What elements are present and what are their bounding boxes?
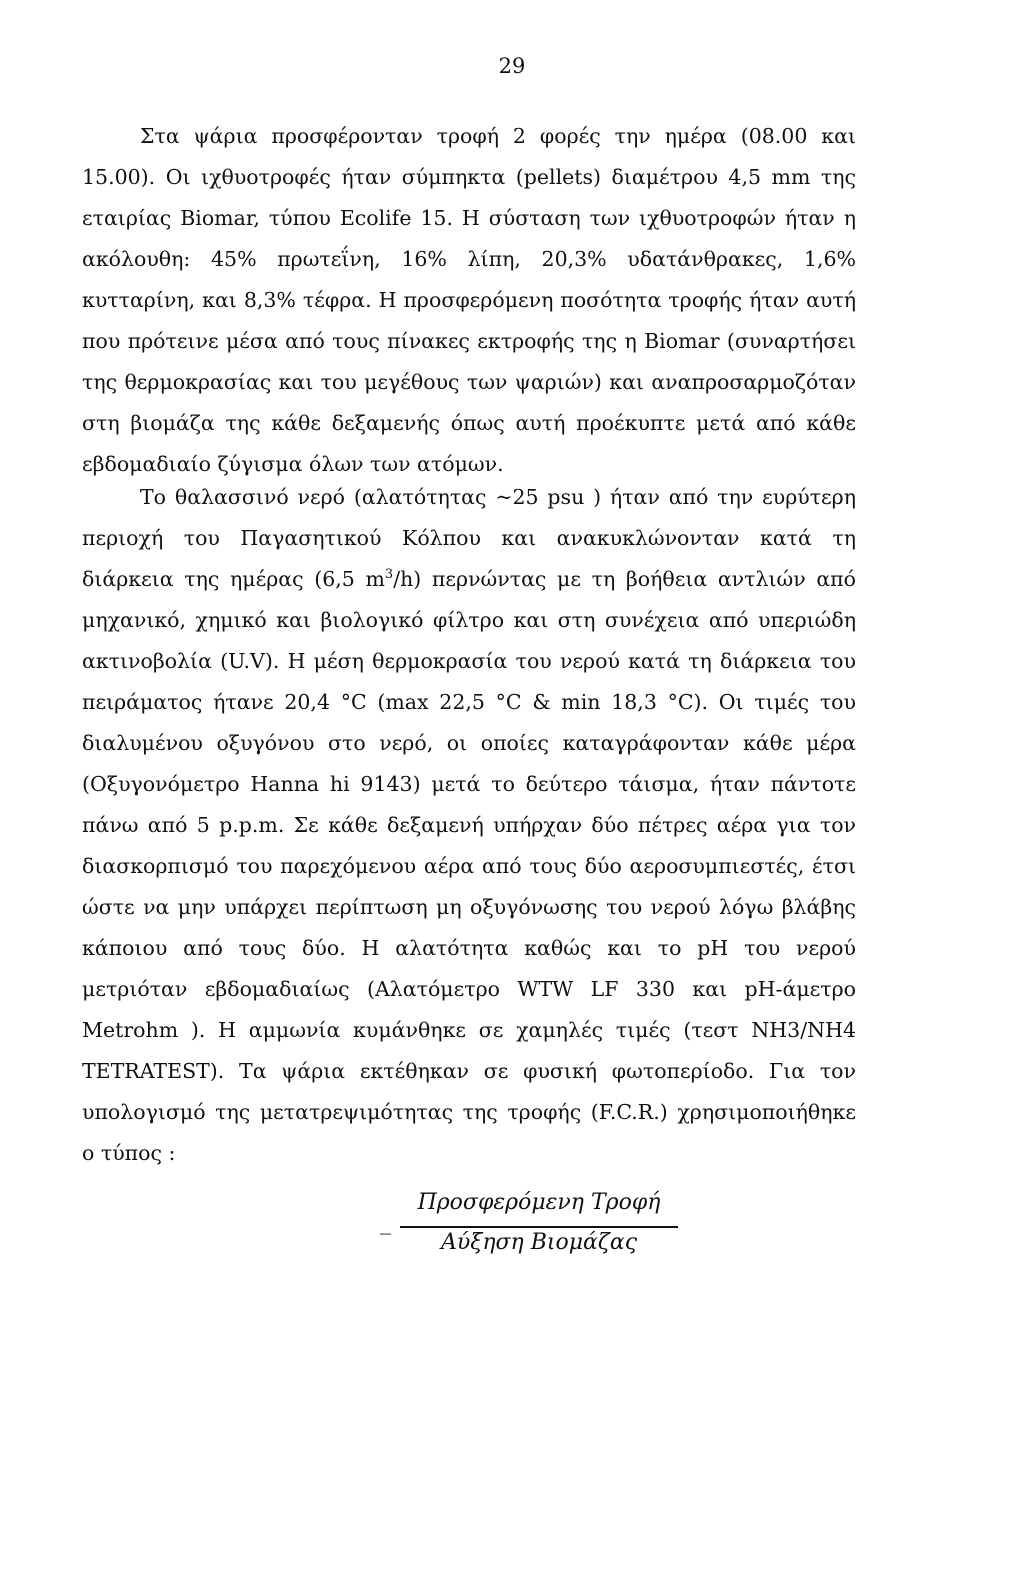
paragraph-water-conditions-part-b: /h) περνώντας με τη βοήθεια αντλιών από μηχανικό, χημικό και βιολογικό φίλτρο και στη συνέχεια από υπεριώδη ακτινοβολία (U.V). Η μέση θερμοκρασία του νερού κατά τη διάρκεια του πειράματος ήτανε 20,4 °C (max 22,5 °C & min 18,3 °C). Οι τιμές του διαλυμένου οξυγόνου στο νερό, οι οποίες καταγράφονταν κάθε μέρα (Οξυγονόμετρο Hanna hi 9143) μετά το δεύτερο τάισμα, ήταν πάντοτε πάνω από 5 p.p.m. Σε κάθε δεξαμενή υπήρχαν δύο πέτρες αέρα για τον διασκορπισμό του παρεχόμενου αέρα από τους δύο αεροσυμπιεστές, έτσι ώστε να μην υπάρχει περίπτωση μη οξυγόνωσης του νερού λόγω βλάβης κάποιου από τους δύο. Η αλατότητα καθώς και το pH του νερού μετριόταν εβδομαδιαίως (Αλατόμετρο WTW LF 330 και pH-άμετρο Metrohm ). Η αμμωνία κυμάνθηκε σε χαμηλές τιμές (τεστ NH3/NH4 TETRATEST). Τα ψάρια εκτέθηκαν σε φυσική φωτοπερίοδο. Για τον υπολογισμό της μετατρεψιμότητας της τροφής (F.C.R.) χρησιμοποιήθηκε ο τύπος : [82, 567, 856, 1165]
page-number: 29 [498, 54, 526, 78]
formula-numerator: Προσφερόμενη Τροφή [417, 1190, 661, 1215]
formula-sign: _ [380, 1210, 391, 1235]
paragraph-water-conditions [82, 477, 856, 1174]
paragraph-water-conditions-part-a: Το θαλασσινό νερό (αλατότητας ~25 psu ) ήταν από την ευρύτερη περιοχή του Παγασητικού Κόλπου και ανακυκλώνονταν κατά τη διάρκεια της ημέρας (6,5 m [82, 485, 856, 591]
superscript-3: 3 [384, 567, 394, 583]
paragraph-feeding: Στα ψάρια προσφέρονταν τροφή 2 φορές την ημέρα (08.00 και 15.00). Οι ιχθυοτροφές ήταν σύμπηκτα (pellets) διαμέτρου 4,5 mm της εταιρίας Biomar, τύπου Ecolife 15. Η σύσταση των ιχθυοτροφών ήταν η ακόλουθη: 45% πρωτεΐνη, 16% λίπη, 20,3% υδατάνθρακες, 1,6% κυτταρίνη, και 8,3% τέφρα. Η προσφερόμενη ποσότητα τροφής ήταν αυτή που πρότεινε μέσα από τους πίνακες εκτροφής της η Biomar (συναρτήσει της θερμοκρασίας και του μεγέθους των ψαριών) και αναπροσαρμοζόταν στη βιομάζα της κάθε δεξαμενής όπως αυτή προέκυπτε μετά από κάθε εβδομαδιαίο ζύγισμα όλων των ατόμων. [82, 124, 856, 476]
fcr-formula [380, 1188, 700, 1288]
fraction-line [400, 1226, 678, 1228]
formula-denominator: Αύξηση Βιομάζας [440, 1230, 638, 1255]
